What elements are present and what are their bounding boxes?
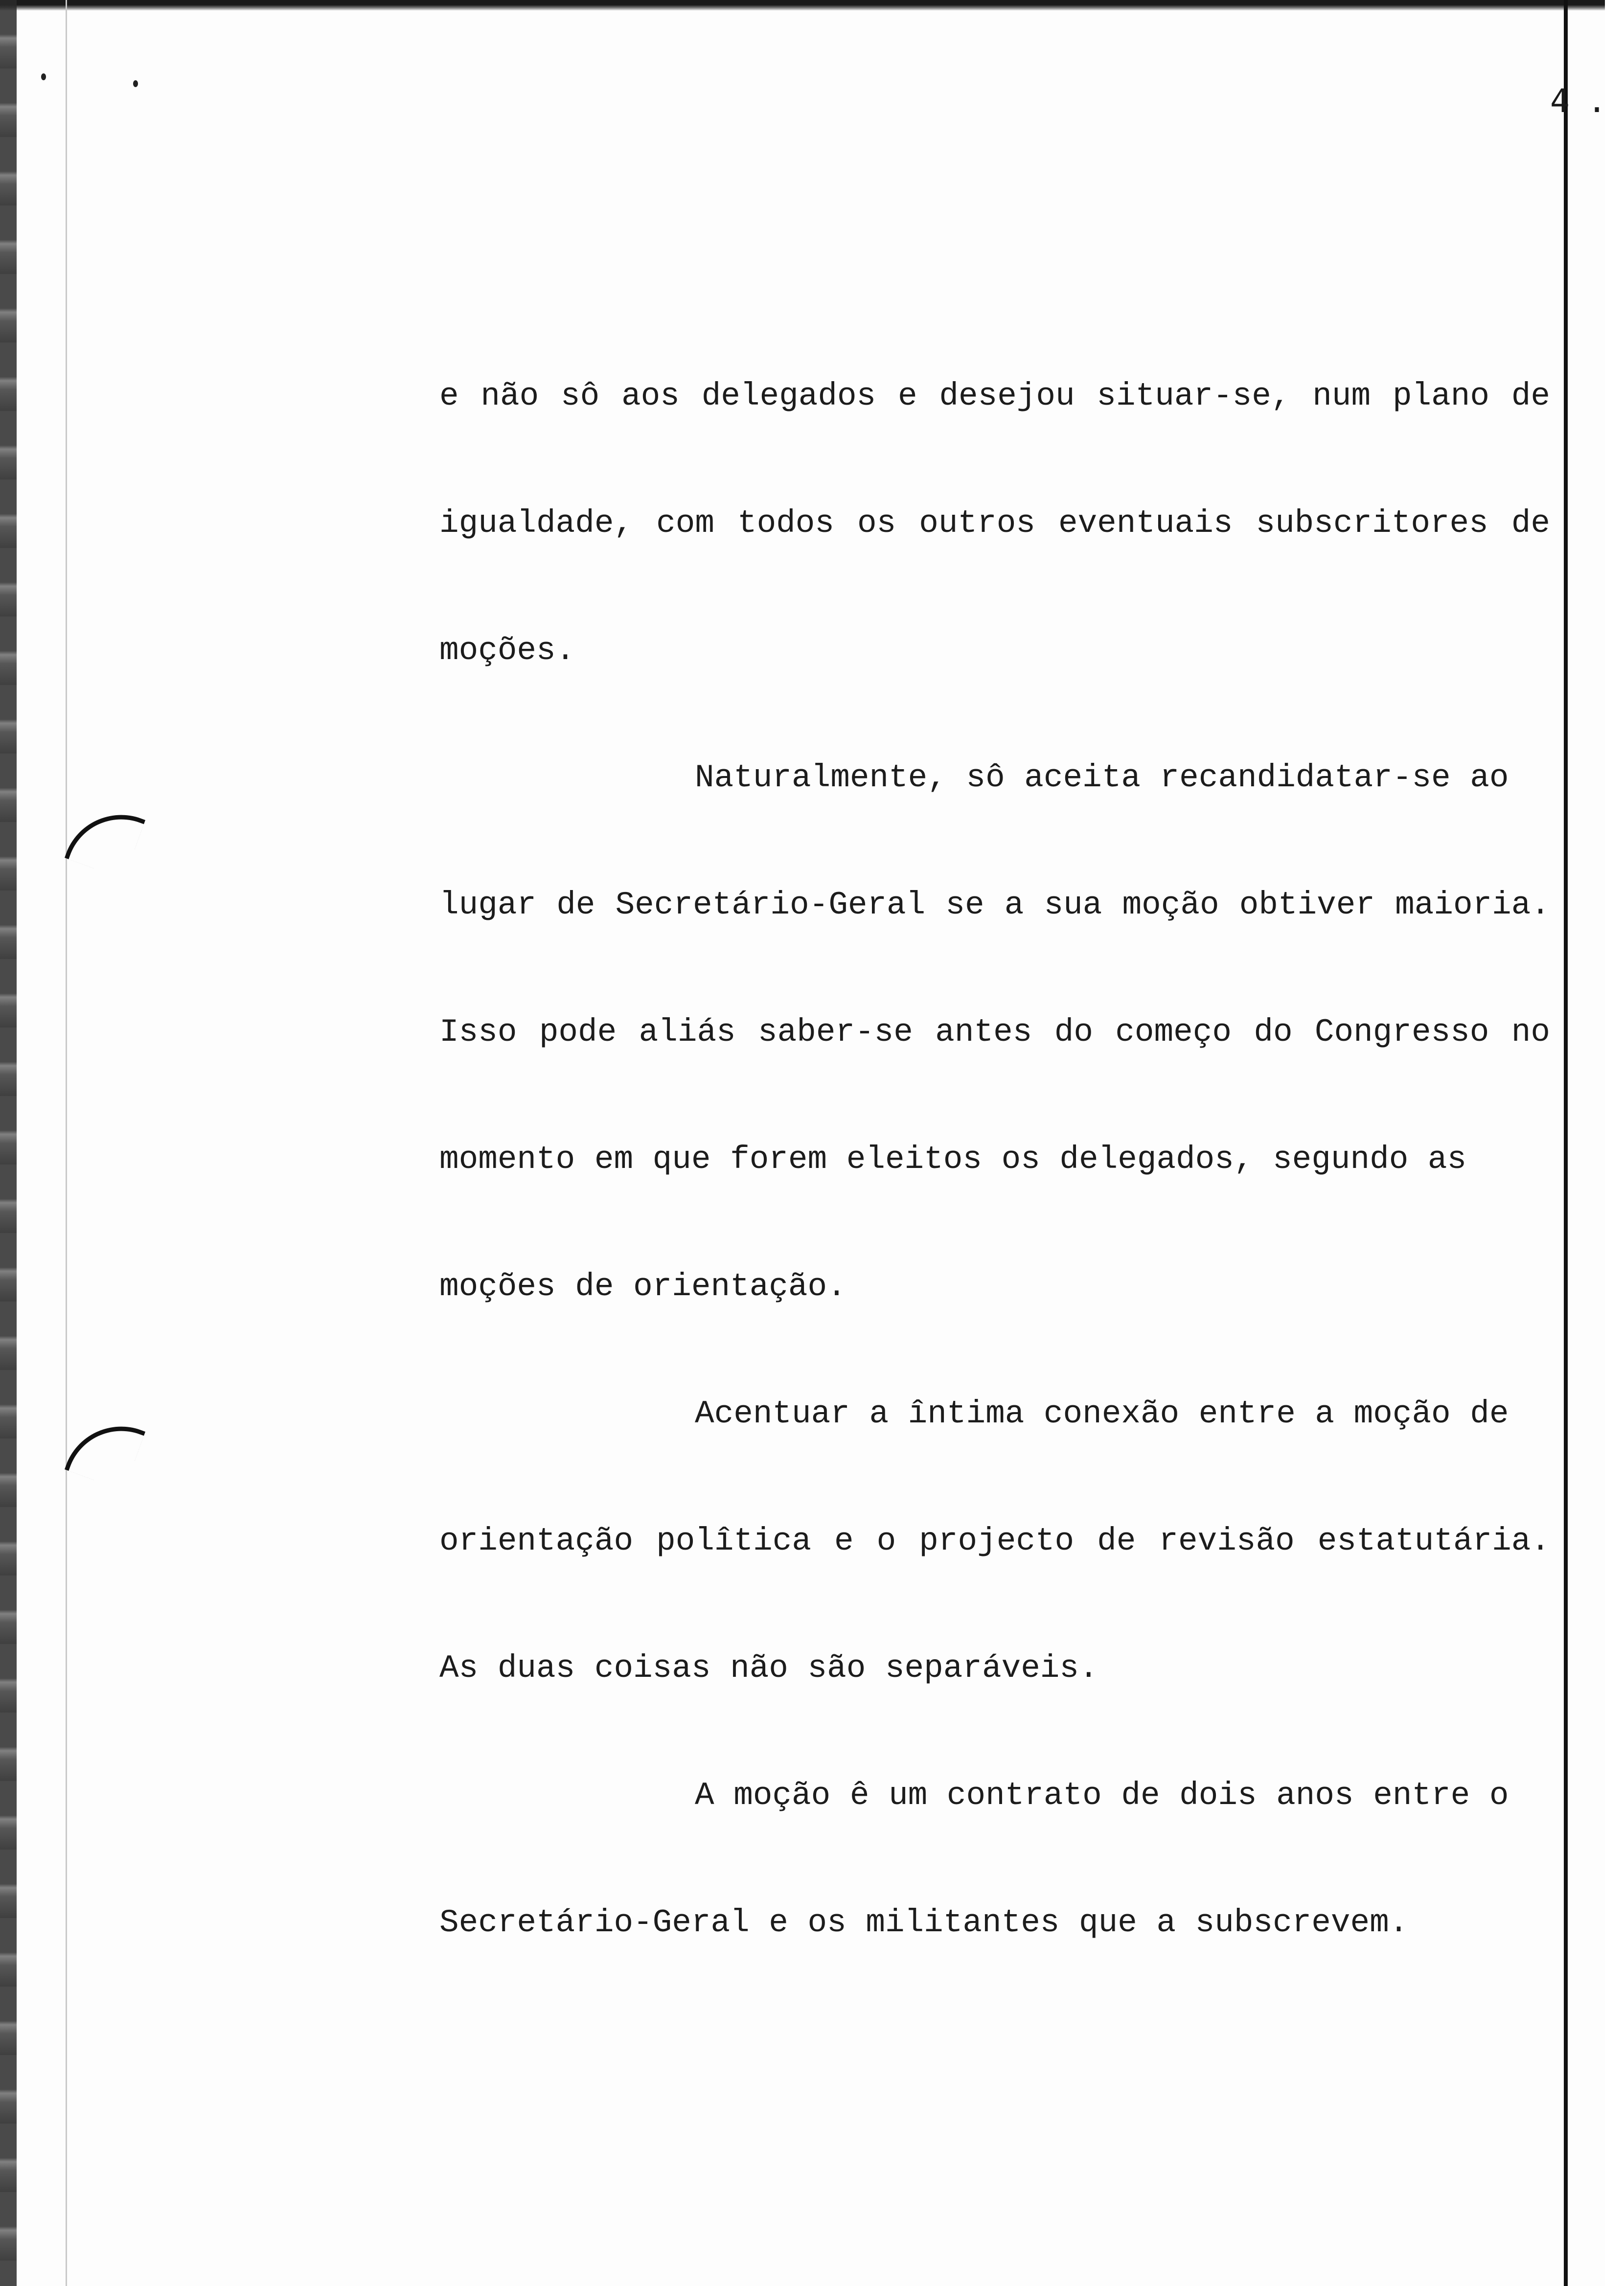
- text-line-4: Naturalmente, sô aceita recandidatar-se ao: [695, 759, 1509, 796]
- page-number: 4.: [1550, 82, 1624, 120]
- text-line-11: As duas coisas não são separáveis.: [439, 1650, 1098, 1687]
- right-margin-rule: [1564, 0, 1568, 2286]
- text-line-7: momento em que forem eleitos os delegados, segundo as: [439, 1141, 1467, 1178]
- text-line-9: Acentuar a întima conexão entre a moção de: [695, 1395, 1509, 1432]
- scan-speck: [133, 80, 138, 87]
- text-line-8: moções de orientação.: [439, 1268, 846, 1305]
- punch-hole-mark-upper: [65, 799, 145, 879]
- text-line-12: A moção ê um contrato de dois anos entre o: [695, 1777, 1509, 1814]
- scan-left-edge: [0, 0, 17, 2286]
- scan-top-edge: [0, 0, 1605, 11]
- text-line-10: orientação polîtica e o projecto de revisão estatutária.: [439, 1523, 1550, 1559]
- margin-line: [66, 0, 67, 2286]
- text-line-5: lugar de Secretário-Geral se a sua moção obtiver maioria.: [439, 887, 1550, 923]
- text-line-3: moções.: [439, 632, 575, 669]
- text-line-13: Secretário-Geral e os militantes que a subscrevem.: [439, 1904, 1409, 1941]
- punch-hole-mark-lower: [65, 1410, 145, 1491]
- scan-speck: [41, 73, 46, 80]
- body-text: [439, 333, 1550, 1987]
- text-line-6: Isso pode aliás saber-se antes do começo do Congresso no: [439, 1014, 1550, 1051]
- text-line-1: e não sô aos delegados e desejou situar-se, num plano de: [439, 378, 1550, 414]
- text-line-2: igualdade, com todos os outros eventuais subscritores de: [439, 505, 1550, 542]
